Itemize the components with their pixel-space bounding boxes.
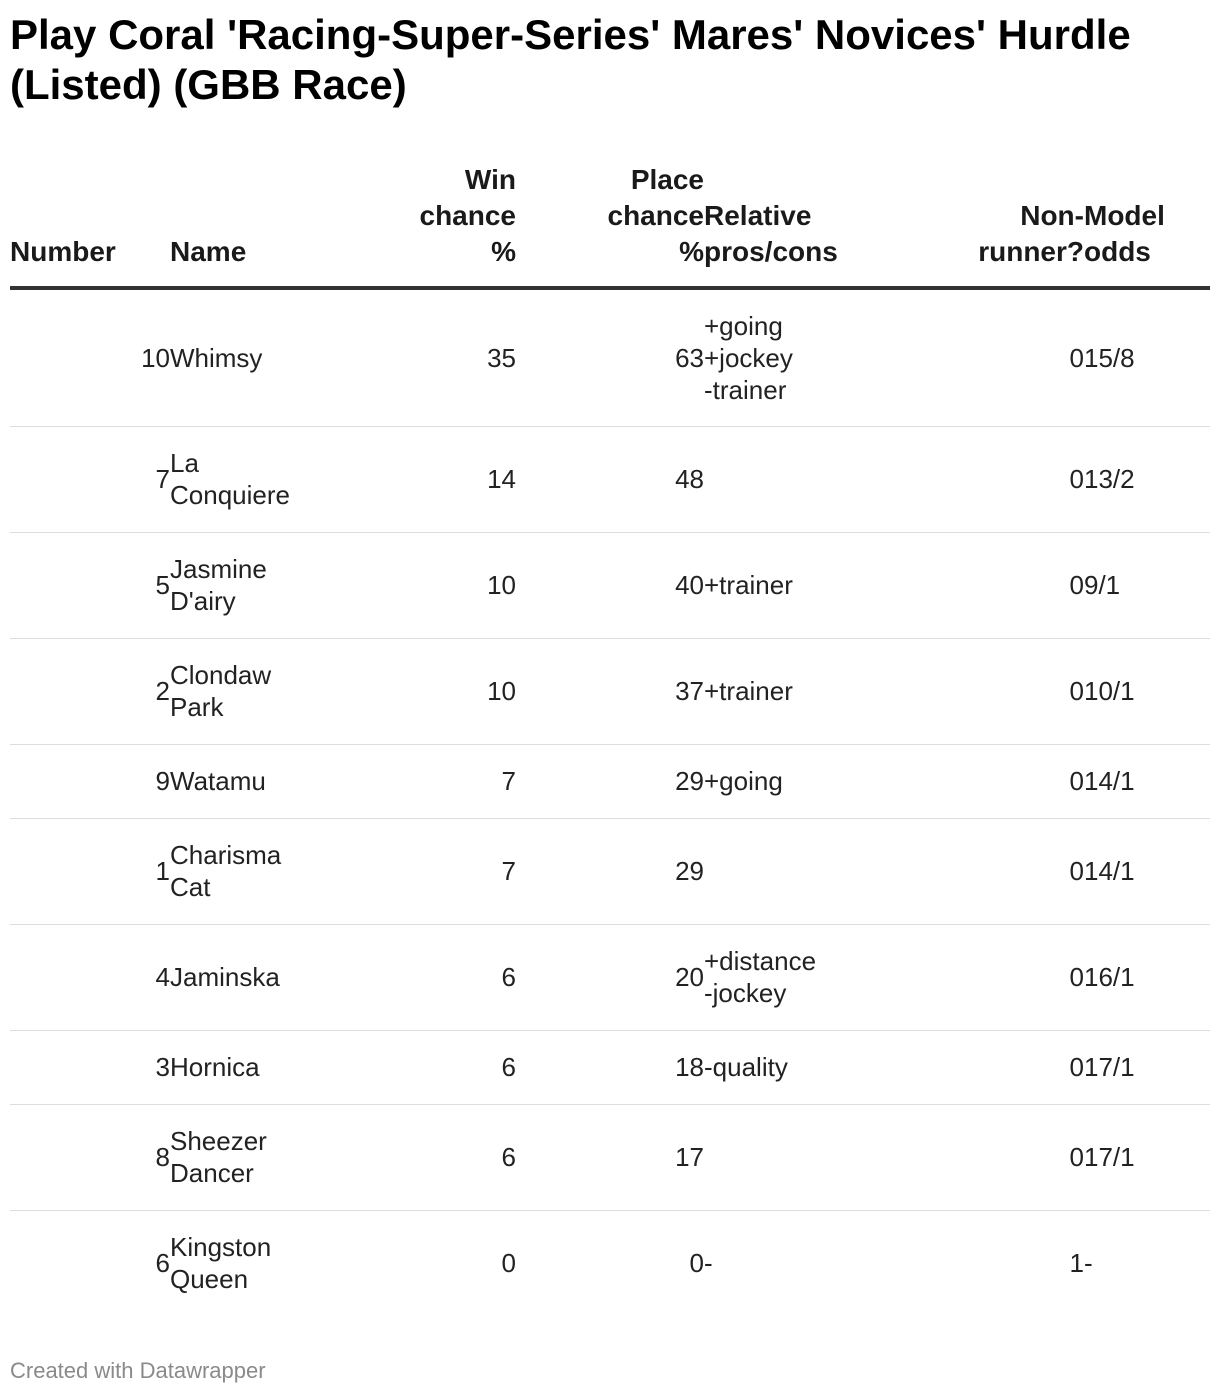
- table-row: [10, 288, 1210, 426]
- cell-win-chance: 6: [360, 924, 516, 1030]
- cell-place-chance: 37: [516, 638, 704, 744]
- cell-win-chance: 6: [360, 1104, 516, 1210]
- cell-place-chance: 18: [516, 1030, 704, 1104]
- cell-name: Watamu: [170, 744, 360, 818]
- cell-non-runner: 1: [1069, 1248, 1084, 1279]
- cell-number: 4: [10, 924, 170, 1030]
- cell-place-chance: 40: [516, 532, 704, 638]
- table-row: [10, 1104, 1210, 1210]
- cell-model-odds: 9/1: [1084, 532, 1210, 638]
- cell-non-runner: 0: [920, 532, 1084, 638]
- cell-name: Clondaw Park: [170, 638, 360, 744]
- cell-number: 3: [10, 1030, 170, 1104]
- cell-number: 7: [10, 426, 170, 532]
- cell-number: 5: [10, 532, 170, 638]
- cell-place-chance: 29: [516, 818, 704, 924]
- cell-name: Kingston Queen: [170, 1232, 272, 1295]
- cell-win-chance: 35: [360, 288, 516, 426]
- cell-model-odds: 14/1: [1084, 744, 1210, 818]
- cell-place-chance: 48: [516, 426, 704, 532]
- cell-model-odds: 17/1: [1084, 1104, 1210, 1210]
- cell-name: Charisma Cat: [170, 818, 360, 924]
- cell-name: Sheezer Dancer: [170, 1104, 360, 1210]
- chart-title: Play Coral 'Racing-Super-Series' Mares' Novices' Hurdle (Listed) (GBB Race): [10, 11, 1131, 108]
- cell-number: 8: [10, 1104, 170, 1210]
- cell-win-chance: 6: [360, 1030, 516, 1104]
- cell-number: 6: [155, 1248, 170, 1279]
- cell-win-chance: 7: [360, 744, 516, 818]
- cell-win-chance: 14: [360, 426, 516, 532]
- header-place-chance: Place chance %: [516, 162, 704, 288]
- cell-win-chance: 7: [360, 818, 516, 924]
- header-row: [10, 162, 1210, 288]
- cell-pros-cons: +going: [704, 744, 920, 818]
- cell-win-chance: 10: [360, 638, 516, 744]
- header-pros-cons: Relative pros/cons: [704, 162, 920, 288]
- header-name: Name: [170, 162, 360, 288]
- cell-pros-cons: -: [704, 1248, 713, 1279]
- cell-model-odds: 15/8: [1084, 288, 1210, 426]
- header-non-runner: Non- runner?: [920, 162, 1084, 288]
- cell-name: Jasmine D'airy: [170, 532, 360, 638]
- cell-pros-cons: +distance -jockey: [704, 924, 920, 1030]
- table-row: [10, 744, 1210, 818]
- cell-name: Jaminska: [170, 924, 360, 1030]
- cell-non-runner: 0: [920, 288, 1084, 426]
- table-row: [10, 638, 1210, 744]
- race-table: [10, 162, 1210, 1316]
- cell-pros-cons: +trainer: [704, 532, 920, 638]
- cell-model-odds: 10/1: [1084, 638, 1210, 744]
- cell-model-odds: 13/2: [1084, 426, 1210, 532]
- cell-number: 9: [10, 744, 170, 818]
- cell-pros-cons: -quality: [704, 1030, 920, 1104]
- cell-non-runner: 0: [920, 924, 1084, 1030]
- header-model-odds: Model odds: [1084, 162, 1210, 288]
- cell-place-chance: 29: [516, 744, 704, 818]
- table-row: [10, 818, 1210, 924]
- cell-non-runner: 0: [920, 638, 1084, 744]
- cell-non-runner: 0: [920, 1030, 1084, 1104]
- cell-place-chance: 17: [516, 1104, 704, 1210]
- cell-name: Whimsy: [170, 288, 360, 426]
- table-row: [10, 1210, 1210, 1316]
- cell-name: La Conquiere: [170, 426, 360, 532]
- cell-win-chance: 0: [501, 1248, 516, 1279]
- table-row: [10, 426, 1210, 532]
- table-row: [10, 532, 1210, 638]
- cell-non-runner: 0: [920, 744, 1084, 818]
- table-row: [10, 1030, 1210, 1104]
- cell-pros-cons: [704, 818, 920, 924]
- table-body: [10, 288, 1210, 1316]
- cell-model-odds: 14/1: [1084, 818, 1210, 924]
- cell-pros-cons: +trainer: [704, 638, 920, 744]
- cell-non-runner: 0: [920, 818, 1084, 924]
- cell-non-runner: 0: [920, 1104, 1084, 1210]
- cell-place-chance: 20: [516, 924, 704, 1030]
- cell-model-odds: -: [1084, 1248, 1093, 1279]
- header-win-chance: Win chance %: [360, 162, 516, 288]
- cell-number: 1: [10, 818, 170, 924]
- cell-number: 10: [10, 288, 170, 426]
- cell-number: 2: [10, 638, 170, 744]
- table-row: [10, 924, 1210, 1030]
- cell-pros-cons: +going +jockey -trainer: [704, 288, 920, 426]
- cell-win-chance: 10: [360, 532, 516, 638]
- cell-non-runner: 0: [920, 426, 1084, 532]
- cell-pros-cons: [704, 1104, 920, 1210]
- credit-footer: Created with Datawrapper: [10, 1358, 266, 1383]
- cell-model-odds: 16/1: [1084, 924, 1210, 1030]
- cell-model-odds: 17/1: [1084, 1030, 1210, 1104]
- cell-place-chance: 0: [689, 1248, 704, 1279]
- cell-name: Hornica: [170, 1030, 360, 1104]
- cell-pros-cons: [704, 426, 920, 532]
- cell-place-chance: 63: [516, 288, 704, 426]
- header-number: Number: [10, 162, 170, 288]
